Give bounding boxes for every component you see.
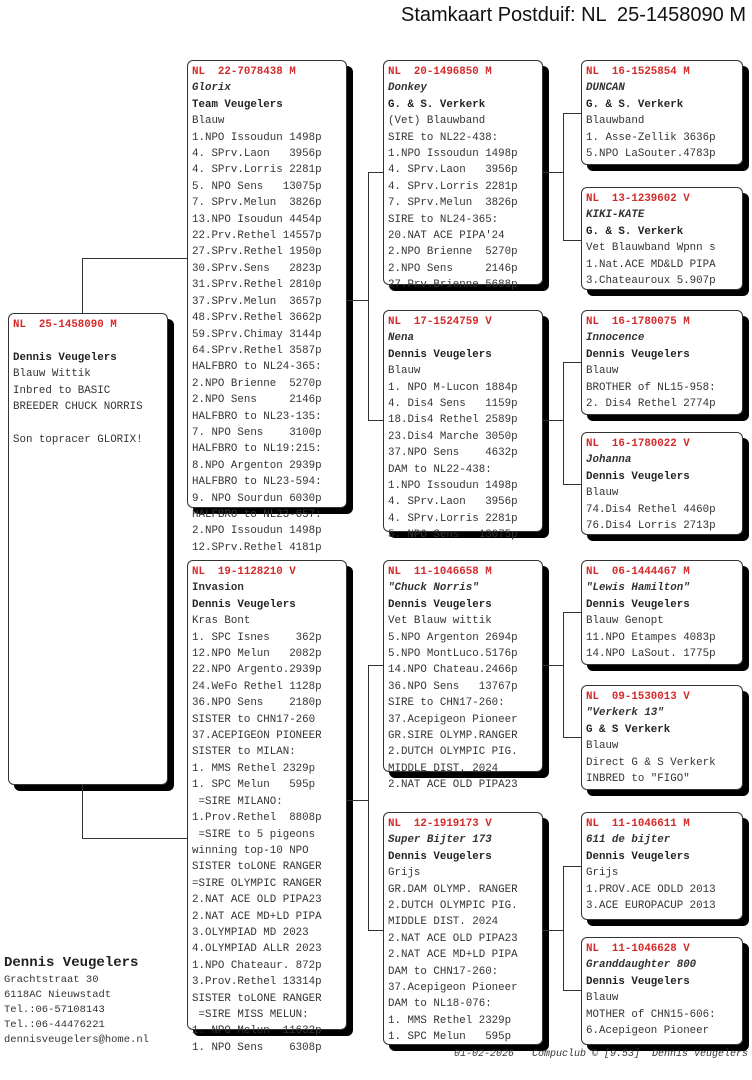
result-line: 2.NAT ACE OLD PIPA23 — [388, 779, 518, 792]
result-line: 2.NAT ACE OLD PIPA23 — [192, 894, 322, 907]
result-line: 2.NAT ACE MD+LD PIPA — [388, 949, 518, 962]
result-line: 76.Dis4 Lorris 2713p — [586, 520, 716, 533]
pigeon-card-sdd — [581, 432, 743, 535]
result-line: SIRE to CHN17-260: — [388, 697, 505, 710]
result-line: 5. NPO Sens 13075p — [388, 529, 518, 542]
ring-number: NL 09-1530013 V — [586, 691, 690, 703]
result-line: Son topracer GLORIX! — [13, 433, 143, 446]
result-line: 59.SPrv.Chimay 3144p — [192, 328, 322, 341]
result-line: 5.NPO LaSouter.4783p — [586, 148, 716, 161]
result-line: MIDDLE DIST. 2024 — [388, 916, 499, 929]
connector-line — [543, 420, 563, 421]
result-line: Blauw — [388, 365, 421, 378]
pigeon-card-dsd — [581, 685, 743, 790]
owner-name: Dennis Veugelers — [586, 975, 690, 988]
pigeon-card-dam — [187, 560, 347, 1054]
owner-name: Dennis Veugelers — [388, 850, 492, 863]
result-line: 6.Acepigeon Pioneer — [586, 1025, 710, 1038]
footer: 01-02-2026 Compuclub © [9.53] Dennis Veugelers — [453, 1049, 748, 1060]
result-line: Blauw — [192, 115, 225, 128]
ring-number: NL 13-1239602 V — [586, 193, 690, 205]
ring-number: NL 12-1919173 V — [388, 818, 492, 830]
owner-name: G & S Verkerk — [586, 723, 671, 736]
owner-name: G. & S. Verkerk — [388, 98, 486, 111]
result-line: HALFBRO to NL23-594: — [192, 476, 322, 489]
result-line: 4. SPrv.Laon 3956p — [388, 496, 518, 509]
page-title: Stamkaart Postduif: NL 25-1458090 M — [401, 4, 746, 26]
result-line: DAM to CHN17-260: — [388, 965, 499, 978]
result-line: 1.NPO Issoudun 1498p — [192, 131, 322, 144]
result-line: HALFBRO to NL23-657: — [192, 508, 322, 521]
result-line: Blauw Genopt — [586, 615, 664, 628]
pigeon-card-ss — [383, 60, 543, 292]
pigeon-name: DUNCAN — [586, 82, 625, 95]
result-line: 2.NPO Brienne 5270p — [192, 377, 322, 390]
pigeon-name: Glorix — [192, 82, 231, 95]
connector-line — [563, 240, 581, 241]
result-line: HALFBRO to NL23-135: — [192, 410, 322, 423]
pigeon-card-sire — [187, 60, 347, 554]
result-line: 3.OLYMPIAD MD 2023 — [192, 926, 309, 939]
result-line: 48.SPrv.Rethel 3662p — [192, 312, 322, 325]
result-line: 27.SPrv.Rethel 1950p — [192, 246, 322, 259]
result-line: SIRE to NL22-438: — [388, 131, 499, 144]
pigeon-name: Super Bijter 173 — [388, 834, 492, 847]
result-line: SISTER toLONE RANGER — [192, 992, 322, 1005]
result-line: =SIRE OLYMPIC RANGER — [192, 877, 322, 890]
pigeon-name: Invasion — [192, 582, 244, 595]
result-line: 8.NPO Argenton 2939p — [192, 459, 322, 472]
owner-name: Dennis Veugelers — [13, 351, 117, 364]
connector-line — [563, 866, 564, 990]
result-line: SISTER to CHN17-260 — [192, 713, 316, 726]
connector-line — [543, 930, 563, 931]
result-line: GR.DAM OLYMP. RANGER — [388, 883, 518, 896]
result-line: MIDDLE DIST. 2024 — [388, 762, 499, 775]
connector-line — [563, 113, 581, 114]
result-line: 1. SPC Isnes 362p — [192, 631, 322, 644]
result-line: 36.NPO Sens 13767p — [388, 680, 518, 693]
ring-number: NL 22-7078438 M — [192, 66, 296, 78]
result-line: 1.NPO Issoudun 1498p — [388, 148, 518, 161]
result-line: 4.OLYMPIAD ALLR 2023 — [192, 943, 322, 956]
breeder-info — [4, 953, 149, 1048]
result-line: 2.NPO Issoudun 1498p — [192, 525, 322, 538]
ring-number: NL 25-1458090 M — [13, 319, 117, 331]
result-line: 3.Chateauroux 5.907p — [586, 275, 716, 288]
result-line: 22.Prv.Rethel 14557p — [192, 230, 322, 243]
result-line: 5.NPO MontLuco.5176p — [388, 648, 518, 661]
pigeon-card-sss — [581, 60, 743, 165]
connector-line — [563, 990, 581, 991]
result-line: Grijs — [388, 867, 421, 880]
owner-name: Dennis Veugelers — [192, 598, 296, 611]
pigeon-name: Donkey — [388, 82, 427, 95]
result-line: 36.NPO Sens 2180p — [192, 697, 322, 710]
breeder-phone: Tel.:06-44476221 — [4, 1019, 105, 1031]
result-line: 2.NPO Sens 2146p — [192, 394, 322, 407]
result-line: Blauw — [586, 487, 619, 500]
result-line: 74.Dis4 Rethel 4460p — [586, 503, 716, 516]
pigeon-card-ds — [383, 560, 543, 792]
result-line: DAM to NL18-076: — [388, 998, 492, 1011]
result-line: DAM to NL22-438: — [388, 463, 492, 476]
connector-line — [82, 258, 83, 313]
result-line: MOTHER of CHN15-606: — [586, 1008, 716, 1021]
breeder-address: Grachtstraat 30 — [4, 974, 99, 986]
result-line: =SIRE to 5 pigeons — [192, 828, 316, 841]
result-line: 1. NPO M-Lucon 1884p — [388, 381, 518, 394]
owner-name: G. & S. Verkerk — [586, 98, 684, 111]
result-line: Vet Blauwband Wpnn s — [586, 242, 716, 255]
result-line: SISTER toLONE RANGER — [192, 861, 322, 874]
breeder-city: 6118AC Nieuwstadt — [4, 989, 112, 1001]
result-line: Blauw — [586, 365, 619, 378]
result-line: 14.NPO LaSout. 1775p — [586, 648, 716, 661]
owner-name: Dennis Veugelers — [388, 348, 492, 361]
ring-number: NL 16-1525854 M — [586, 66, 690, 78]
result-line: winning top-10 NPO — [192, 844, 309, 857]
result-line: (Vet) Blauwband — [388, 115, 486, 128]
connector-line — [563, 612, 564, 737]
connector-line — [82, 785, 83, 838]
result-line: 5.NPO Argenton 2694p — [388, 631, 518, 644]
connector-line — [563, 866, 581, 867]
connector-line — [543, 172, 563, 173]
result-line: SIRE to NL24-365: — [388, 213, 499, 226]
result-line: 9. NPO Sourdun 6030p — [192, 492, 322, 505]
connector-line — [368, 172, 383, 173]
result-line: 1.Prov.Rethel 8808p — [192, 812, 322, 825]
result-line: 14.NPO Chateau.2466p — [388, 664, 518, 677]
result-line: 5. NPO Sens 13075p — [192, 180, 322, 193]
result-line: 37.ACEPIGEON PIONEER — [192, 730, 322, 743]
connector-line — [368, 172, 369, 420]
result-line: 4. SPrv.Laon 3956p — [192, 148, 322, 161]
result-line: 2.DUTCH OLYMPIC PIG. — [388, 900, 518, 913]
result-line: 12.NPO Melun 2082p — [192, 648, 322, 661]
connector-line — [563, 362, 564, 484]
pigeon-name: Granddaughter 800 — [586, 959, 697, 972]
result-line: =SIRE MILANO: — [192, 795, 283, 808]
owner-name: Dennis Veugelers — [586, 470, 690, 483]
pigeon-name — [13, 333, 163, 349]
result-line: 2.NAT ACE OLD PIPA23 — [388, 932, 518, 945]
owner-name: Dennis Veugelers — [586, 598, 690, 611]
result-line: 1. MMS Rethel 2329p — [388, 1014, 512, 1027]
owner-name: Dennis Veugelers — [586, 348, 690, 361]
result-line: 1.NPO Chateaur. 872p — [192, 959, 322, 972]
pigeon-card-subject — [8, 313, 168, 785]
connector-line — [347, 300, 368, 301]
owner-name: Dennis Veugelers — [586, 850, 690, 863]
ring-number: NL 16-1780075 M — [586, 316, 690, 328]
result-line: 1. NPO Melun 11632p — [192, 1025, 322, 1038]
ring-number: NL 19-1128210 V — [192, 566, 296, 578]
breeder-phone: Tel.:06-57108143 — [4, 1004, 105, 1016]
result-line: 1. Asse-Zellik 3636p — [586, 131, 716, 144]
pigeon-name: "Lewis Hamilton" — [586, 582, 690, 595]
connector-line — [368, 665, 383, 666]
result-line: 1. MMS Rethel 2329p — [192, 762, 316, 775]
result-line: 1. NPO Sens 6308p — [192, 1041, 322, 1054]
result-line — [13, 415, 163, 431]
result-line: 37.SPrv.Melun 3657p — [192, 295, 322, 308]
result-line: 1.PROV.ACE ODLD 2013 — [586, 883, 716, 896]
result-line: BREEDER CHUCK NORRIS — [13, 401, 143, 414]
breeder-name: Dennis Veugelers — [4, 955, 139, 971]
pigeon-name: 611 de bijter — [586, 834, 671, 847]
result-line: 2. Dis4 Rethel 2774p — [586, 398, 716, 411]
result-line: Kras Bont — [192, 615, 251, 628]
pigeon-name: KIKI-KATE — [586, 209, 645, 222]
result-line: 2.NPO Brienne 5270p — [388, 246, 518, 259]
result-line: 30.SPrv.Sens 2823p — [192, 262, 322, 275]
pigeon-name: Innocence — [586, 332, 645, 345]
result-line: 7. NPO Sens 3100p — [192, 426, 322, 439]
result-line: 37.NPO Sens 4632p — [388, 447, 518, 460]
result-line: 4. SPrv.Lorris 2281p — [192, 164, 322, 177]
pigeon-card-dds — [581, 812, 743, 920]
result-line: BROTHER of NL15-958: — [586, 381, 716, 394]
result-line: 37.Acepigeon Pioneer — [388, 982, 518, 995]
pigeon-name: Johanna — [586, 454, 632, 467]
connector-line — [563, 362, 581, 363]
pigeon-card-ssd — [581, 187, 743, 290]
result-line: 2.NPO Sens 2146p — [388, 262, 518, 275]
result-line: 13.NPO Isoudun 4454p — [192, 213, 322, 226]
result-line: 4. Dis4 Sens 1159p — [388, 398, 518, 411]
result-line: 12.SPrv.Rethel 4181p — [192, 541, 322, 554]
result-line: Direct G & S Verkerk — [586, 756, 716, 769]
pigeon-card-sd — [383, 310, 543, 542]
connector-line — [543, 665, 563, 666]
result-line: 3.Prov.Rethel 13314p — [192, 976, 322, 989]
connector-line — [368, 420, 383, 421]
result-line: 2.DUTCH OLYMPIC PIG. — [388, 746, 518, 759]
pigeon-card-dss — [581, 560, 743, 665]
result-line: 22.NPO Argento.2939p — [192, 664, 322, 677]
result-line: Blauw — [586, 740, 619, 753]
ring-number: NL 17-1524759 V — [388, 316, 492, 328]
ring-number: NL 11-1046658 M — [388, 566, 492, 578]
result-line: 4. SPrv.Lorris 2281p — [388, 512, 518, 525]
result-line: 1.NPO Issoudun 1498p — [388, 480, 518, 493]
ring-number: NL 11-1046611 M — [586, 818, 690, 830]
connector-line — [563, 737, 581, 738]
connector-line — [82, 258, 187, 259]
result-line: =SIRE MISS MELUN: — [192, 1008, 309, 1021]
connector-line — [563, 484, 581, 485]
breeder-email: dennisveugelers@home.nl — [4, 1034, 149, 1046]
result-line: 24.WeFo Rethel 1128p — [192, 680, 322, 693]
result-line: 1. SPC Melun 595p — [388, 1031, 512, 1044]
result-line: HALFBRO to NL24-365: — [192, 361, 322, 374]
pigeon-card-ddd — [581, 937, 743, 1045]
owner-name: Team Veugelers — [192, 98, 283, 111]
result-line: GR.SIRE OLYMP.RANGER — [388, 730, 518, 743]
result-line: Inbred to BASIC — [13, 384, 111, 397]
ring-number: NL 20-1496850 M — [388, 66, 492, 78]
connector-line — [563, 113, 564, 240]
result-line: 20.NAT ACE PIPA'24 — [388, 230, 505, 243]
result-line: 1.Nat.ACE MD&LD PIPA — [586, 258, 716, 271]
result-line: Blauw — [586, 992, 619, 1005]
result-line: SISTER to MILAN: — [192, 746, 296, 759]
result-line: 7. SPrv.Melun 3826p — [388, 197, 518, 210]
pigeon-card-sds — [581, 310, 743, 415]
pigeon-name: Nena — [388, 332, 414, 345]
result-line: 3.ACE EUROPACUP 2013 — [586, 900, 716, 913]
result-line: 37.Acepigeon Pioneer — [388, 713, 518, 726]
ring-number: NL 16-1780022 V — [586, 438, 690, 450]
connector-line — [82, 838, 187, 839]
connector-line — [347, 800, 368, 801]
owner-name: Dennis Veugelers — [388, 598, 492, 611]
result-line: 18.Dis4 Rethel 2589p — [388, 414, 518, 427]
owner-name: G. & S. Verkerk — [586, 225, 684, 238]
result-line: 11.NPO Etampes 4083p — [586, 631, 716, 644]
result-line: 23.Dis4 Marche 3050p — [388, 430, 518, 443]
result-line: Grijs — [586, 867, 619, 880]
result-line: 4. SPrv.Laon 3956p — [388, 164, 518, 177]
pigeon-name: "Verkerk 13" — [586, 707, 664, 720]
ring-number: NL 06-1444467 M — [586, 566, 690, 578]
result-line: 31.SPrv.Rethel 2810p — [192, 279, 322, 292]
result-line: 4. SPrv.Lorris 2281p — [388, 180, 518, 193]
result-line: Blauw Wittik — [13, 368, 91, 381]
result-line: 27.Prv.Brienne 5688p — [388, 279, 518, 292]
result-line: HALFBRO to NL19:215: — [192, 443, 322, 456]
result-line: 2.NAT ACE MD+LD PIPA — [192, 910, 322, 923]
result-line: Blauwband — [586, 115, 645, 128]
connector-line — [368, 665, 369, 930]
result-line: Vet Blauw wittik — [388, 615, 492, 628]
connector-line — [563, 612, 581, 613]
connector-line — [368, 930, 383, 931]
pigeon-name: "Chuck Norris" — [388, 582, 479, 595]
pigeon-card-dd — [383, 812, 543, 1045]
result-line: INBRED to "FIGO" — [586, 773, 690, 786]
result-line: 1. SPC Melun 595p — [192, 779, 316, 792]
result-line: 7. SPrv.Melun 3826p — [192, 197, 322, 210]
ring-number: NL 11-1046628 V — [586, 943, 690, 955]
result-line: 64.SPrv.Rethel 3587p — [192, 344, 322, 357]
